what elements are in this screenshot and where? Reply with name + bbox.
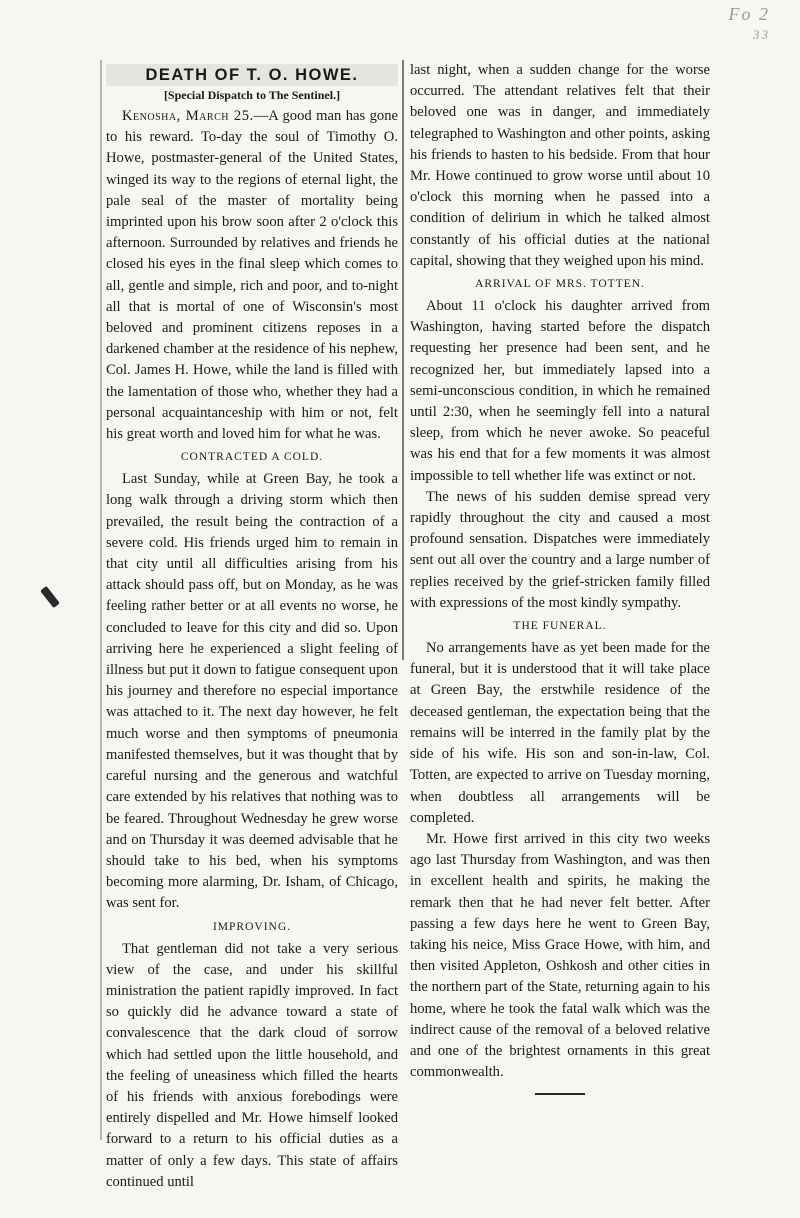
archive-note-line2: 33 [753, 27, 770, 42]
improving-paragraph-start: That gentleman did not take a very serious view of the case, and under his skillful ministration the patient rapidly improved. In fact so quickly did he advance toward a state of convalescence that the dark cloud of sorrow which had settled upon the little household, and the feeling of uneasiness which filled the hearts of his friends with anxious forebodings were entirely dispelled and Mr. Howe himself looked forward to a return to his official duties as a matter of only a few days. This state of affairs continued until [106, 940, 398, 1190]
section-heading-arrival: ARRIVAL OF MRS. TOTTEN. [475, 278, 645, 291]
section-heading-funeral: THE FUNERAL. [513, 620, 607, 633]
archive-note-line1: Fo 2 [728, 4, 770, 24]
lead-text: —A good man has gone to his reward. To-day the soul of Timothy O. Howe, postmaster-general of the United States, winged its way to the regions of eternal light, the pale seal of the master of mortality being imprinted upon his brow soon after 2 o'clock this afternoon. Surrounded by relatives and friends he closed his eyes in the final sleep which comes to all, gentle and simple, rich and poor, and to-night all that is mortal of one of Wisconsin's most beloved and prominent citizens reposes in a darkened chamber at the residence of his nephew, Col. James H. Howe, while the land is filled with the lamentation of those who, whether they had a personal acquaintanceship with him or not, felt his great worth and loved him for what he was. [106, 108, 399, 443]
funeral-paragraph-1: No arrangements have as yet been made for the funeral, but it is understood that it will take place at Green Bay, the erstwhile residence of the deceased gentleman, the expectation being that the remains will be interred in the family plat by the side of his wife. His son and son-in-law, Col. Totten, are expected to arrive on Tuesday morning, when doubtless all arrangements will be completed. [410, 640, 710, 826]
pencil-mark [40, 586, 60, 608]
archive-pencil-note [729, 4, 771, 43]
arrival-paragraph-2: The news of his sudden demise spread very rapidly throughout the city and caused a most profound sensation. Dispatches were immediately sent out all over the country and a large number of replies received by the grief-stricken family filled with expressions of the most kindly sympathy. [410, 488, 710, 611]
end-rule [535, 1093, 585, 1095]
section-heading-contracted-a-cold: CONTRACTED A COLD. [180, 451, 324, 464]
cold-paragraph: Last Sunday, while at Green Bay, he took a long walk through a driving storm which then prevailed, the result being the contraction of a severe cold. His friends urged him to remain in that city until all difficulties arising from his attack should pass off, but on Monday, as he was feeling rather better or at all events no worse, he concluded to leave for this city and did so. Upon arriving here he experienced a slight feeling of illness but put it down to fatigue consequent upon his journey and therefore no especial importance was attached to it. The next day however, he felt much worse and then symptoms of pneumonia manifested themselves, but it was thought that by careful nursing and the generous and watchful care extended by his relatives that nothing was to be feared. Throughout Wednesday he grew worse and on Thursday it was deemed advisable that he should take to his bed, when his symptoms becoming more alarming, Dr. Isham, of Chicago, was sent for. [106, 471, 398, 912]
section-heading-improving: IMPROVING. [212, 920, 292, 933]
left-column [106, 64, 398, 1193]
arrival-paragraph-1: About 11 o'clock his daughter arrived from Washington, having started before the dispatch requesting her presence had been sent, and he recognized her, but immediately lapsed into a semi-unconscious condition, in which he remained until 2:30, when he seemingly fell into a natural sleep, from which he never awoke. So peaceful was his end that for a few moments it was almost impossible to tell whether life was extinct or not. [410, 298, 710, 484]
dateline: Kenosha, March 25. [122, 108, 254, 124]
funeral-paragraph-2: Mr. Howe first arrived in this city two weeks ago last Thursday from Washington, and was then in excellent health and spirits, he making the remark then that he had never felt better. After passing a few days here he went to Green Bay, taking his neice, Miss Grace Howe, with him, and then visited Appleton, Oshkosh and other cities in the northern part of the State, returning again to his home, where he took the fatal walk which was the indirect cause of the removal of a beloved relative and one of the brightest ornaments in this great commonwealth. [410, 830, 710, 1081]
improving-paragraph-continued: last night, when a sudden change for the worse occurred. The attendant relatives felt that their beloved one was in danger, and immediately telegraphed to Washington and other points, asking his friends to hasten to his bedside. From that hour Mr. Howe continued to grow worse until about 10 o'clock this morning when he passed into a condition of delirium in which he talked almost constantly of his official duties at the national capital, showing that they weighed upon his mind. [410, 62, 710, 269]
right-column [410, 60, 710, 1095]
article-title: DEATH OF T. O. HOWE. [106, 64, 398, 86]
dispatch-credit: [Special Dispatch to The Sentinel.] [163, 88, 341, 102]
lead-paragraph [106, 106, 398, 445]
